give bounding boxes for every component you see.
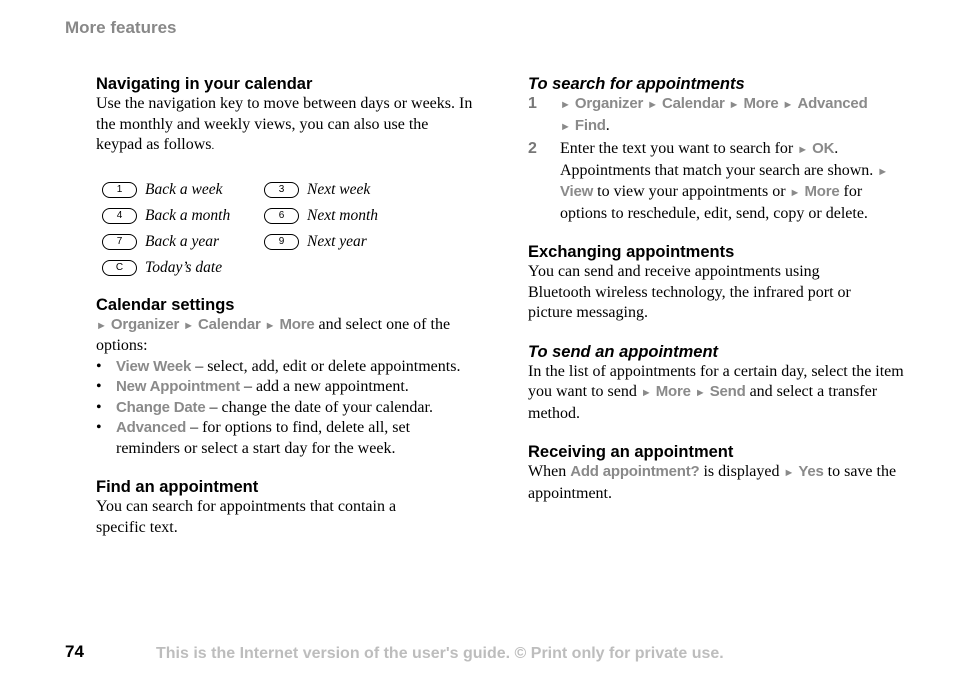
arrow-icon: ► — [728, 99, 740, 111]
footer-notice: This is the Internet version of the user's guide. © Print only for private use. — [156, 645, 724, 662]
search-step-1: 1 ► Organizer ► Calendar ► More ► Advanced ► Find. — [528, 95, 868, 134]
key-7-icon: 7 — [102, 234, 137, 250]
key-item: 4 Back a month — [102, 207, 264, 225]
nav-heading: Navigating in your calendar — [96, 75, 313, 93]
receiving-text: When Add appointment? is displayed ► Yes to save the appointment. — [528, 463, 897, 502]
arrow-icon: ► — [183, 319, 195, 332]
page-number: 74 — [65, 642, 84, 661]
arrow-icon: ► — [264, 319, 276, 332]
key-row — [102, 203, 476, 229]
arrow-icon: ► — [783, 467, 795, 479]
key-item: 9 Next year — [264, 233, 426, 251]
key-c-icon: C — [102, 260, 137, 276]
find-text: You can search for appointments that contain a specific text. — [96, 498, 397, 536]
search-heading: To search for appointments — [528, 75, 745, 93]
send-text: In the list of appointments for a certain day, select the item you want to send ► More ► Send and select a transfer method. — [528, 362, 904, 422]
key-row — [102, 177, 476, 203]
key-9-icon: 9 — [264, 234, 299, 250]
exchanging-heading: Exchanging appointments — [528, 243, 735, 261]
section-header: More features — [65, 18, 177, 37]
receiving-heading: Receiving an appointment — [528, 443, 734, 461]
list-item: • New Appointment – add a new appointment. — [96, 378, 409, 395]
key-row — [102, 255, 476, 281]
arrow-icon: ► — [647, 99, 659, 111]
arrow-icon: ► — [560, 120, 571, 133]
arrow-icon: ► — [782, 99, 794, 111]
key-item: 1 Back a week — [102, 181, 264, 199]
key-row — [102, 229, 476, 255]
key-item: 7 Back a year — [102, 233, 264, 251]
keypad-list — [102, 177, 476, 281]
settings-options-list — [96, 357, 476, 460]
arrow-icon: ► — [694, 387, 706, 399]
arrow-icon: ► — [96, 319, 107, 332]
left-column — [96, 74, 476, 538]
arrow-icon: ► — [640, 387, 652, 399]
arrow-icon: ► — [877, 165, 889, 178]
list-item: • View Week – select, add, edit or delete appointments. — [96, 357, 461, 375]
settings-text: ► Organizer ► Calendar ► More and select one of the options: — [96, 315, 451, 354]
arrow-icon: ► — [789, 187, 801, 199]
key-1-icon: 1 — [102, 182, 137, 198]
nav-text: Use the navigation key to move between days or weeks. In the monthly and weekly views, you can also use the keypad as follows. — [96, 95, 473, 153]
search-step-2: 2 Enter the text you want to search for ► OK. Appointments that match your search are shown. ► View to view your appointments or ► More for options to reschedule, edit, send, copy or delete. — [528, 140, 889, 222]
list-item: • Change Date – change the date of your calendar. — [96, 398, 433, 416]
key-4-icon: 4 — [102, 208, 137, 224]
arrow-icon: ► — [560, 99, 571, 111]
key-item: 3 Next week — [264, 181, 426, 199]
settings-heading: Calendar settings — [96, 295, 235, 314]
key-item: C Today’s date — [102, 259, 264, 277]
right-column — [528, 74, 908, 504]
send-heading: To send an appointment — [528, 342, 719, 361]
key-3-icon: 3 — [264, 182, 299, 198]
find-heading: Find an appointment — [96, 478, 259, 496]
key-6-icon: 6 — [264, 208, 299, 224]
exchanging-text: You can send and receive appointments using Bluetooth wireless technology, the infrared port or picture messaging. — [528, 263, 851, 321]
key-item: 6 Next month — [264, 207, 426, 225]
arrow-icon: ► — [797, 144, 809, 156]
list-item: • Advanced – for options to find, delete all, set reminders or select a start day for the week. — [96, 419, 411, 457]
